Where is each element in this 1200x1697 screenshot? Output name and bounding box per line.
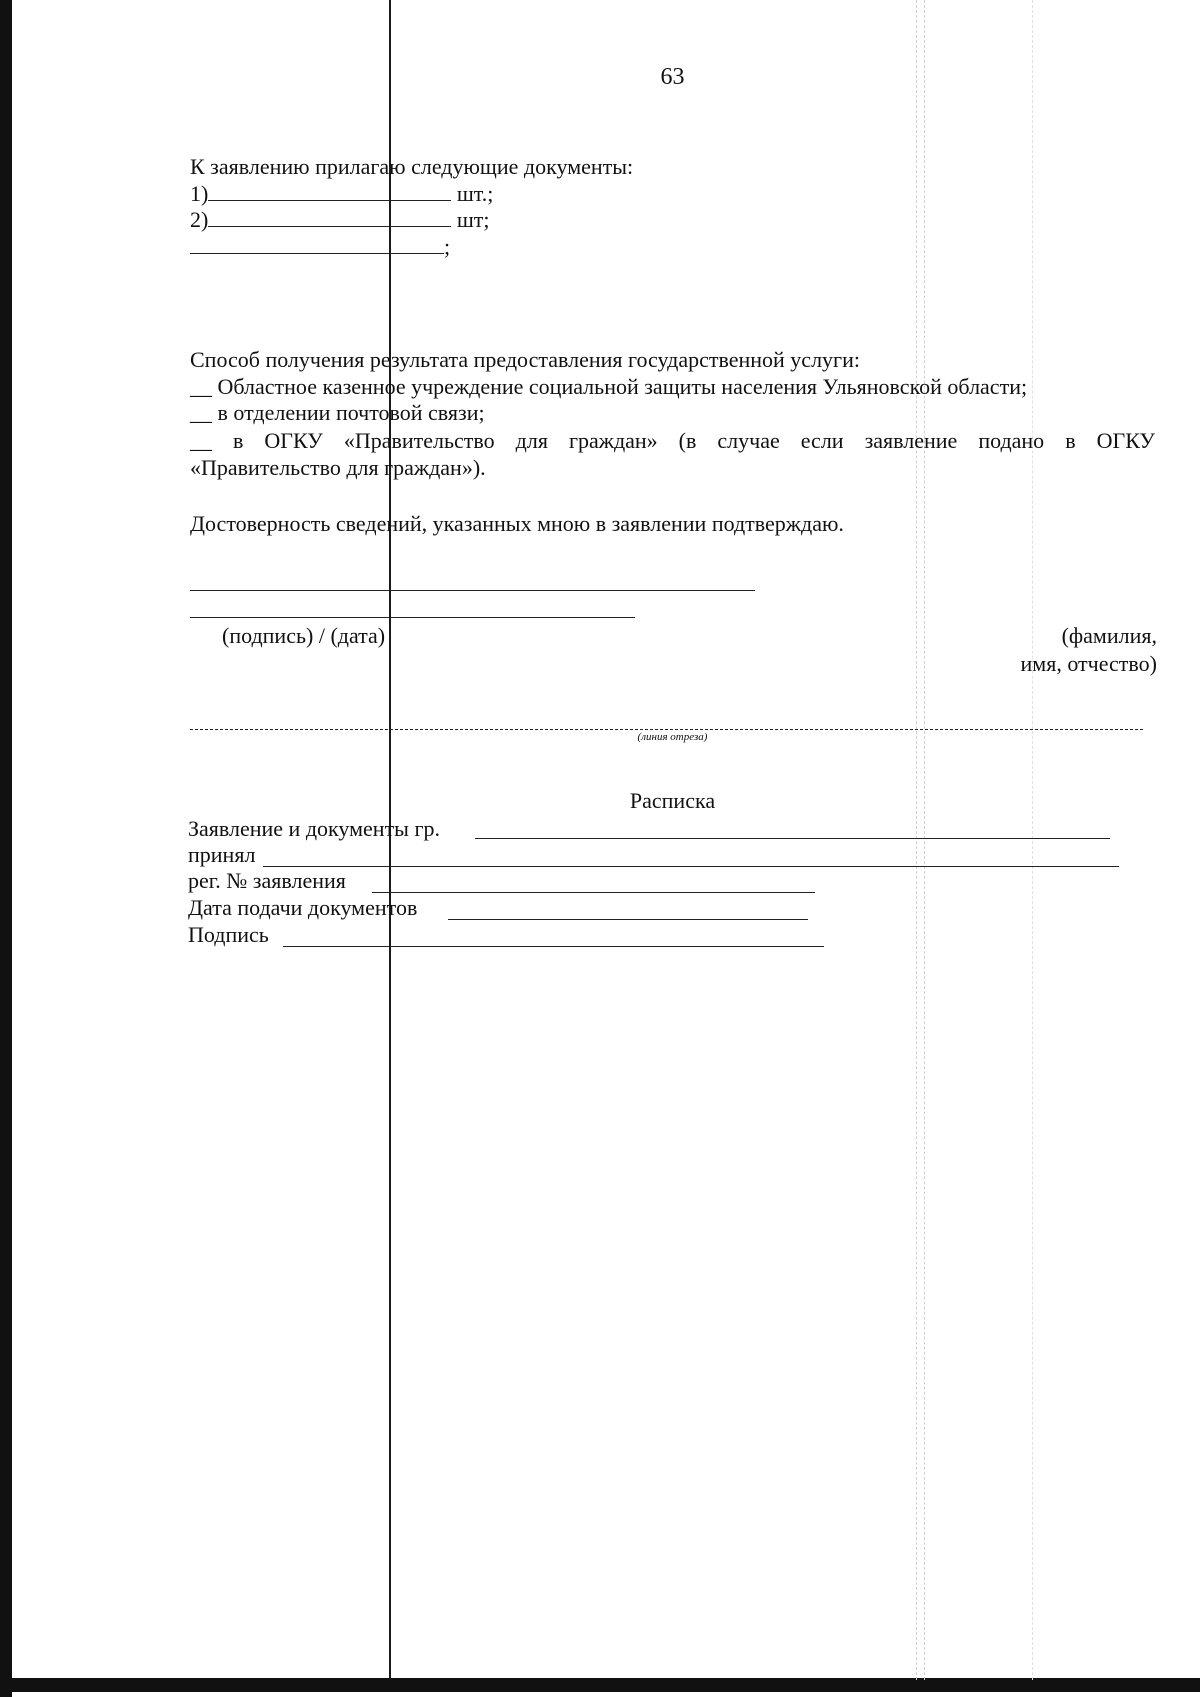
receipt-row-submission-date	[188, 895, 417, 921]
option-marker[interactable]: __	[190, 374, 212, 399]
scan-dotted-line-3	[1032, 0, 1033, 1680]
attachment-item-3	[190, 233, 450, 260]
delivery-heading: Способ получения результата предоставления государственной услуги:	[190, 347, 860, 372]
certification-text: Достоверность сведений, указанных мною в заявлении подтверждаю.	[190, 511, 844, 536]
delivery-option-1[interactable]	[190, 374, 1027, 400]
attachment-item-prefix: 2)	[190, 207, 209, 232]
receipt-signature-field[interactable]	[283, 946, 824, 947]
option-marker[interactable]: __	[190, 400, 212, 425]
receipt-title: Расписка	[629, 788, 716, 813]
receipt-row-accepted-by	[188, 842, 255, 868]
scan-dotted-line-2	[924, 0, 925, 1680]
receipt-submission-date-field[interactable]	[448, 919, 808, 920]
delivery-option-3-continuation: «Правительство для граждан»).	[190, 455, 486, 480]
option-text: Областное казенное учреждение социальной защиты населения Ульяновской области;	[217, 374, 1028, 399]
attachment-item-blank[interactable]	[208, 206, 451, 227]
receipt-row-applicant	[188, 816, 440, 842]
delivery-option-3[interactable]	[190, 428, 1155, 454]
signature-date-caption: (подпись) / (дата)	[222, 623, 386, 648]
signature-line-long[interactable]	[190, 590, 755, 591]
attachment-item-suffix: шт;	[456, 207, 490, 232]
receipt-row-reg-number	[188, 868, 346, 894]
receipt-row-label: Подпись	[188, 922, 269, 947]
scan-left-border	[0, 0, 12, 1697]
delivery-option-2[interactable]	[190, 400, 485, 426]
attachment-item-blank[interactable]	[208, 180, 451, 201]
receipt-applicant-field[interactable]	[475, 838, 1110, 839]
attachment-item-prefix: 1)	[190, 181, 209, 206]
receipt-accepted-by-field[interactable]	[263, 866, 1119, 867]
receipt-row-label: рег. № заявления	[188, 868, 346, 893]
option-marker[interactable]: __	[190, 428, 212, 453]
page-number: 63	[660, 64, 685, 90]
option-text: в ОГКУ «Правительство для граждан» (в случае если заявление подано в ОГКУ	[233, 428, 1156, 453]
receipt-row-label: принял	[188, 842, 256, 867]
attachment-item-suffix: ;	[444, 234, 451, 259]
attachment-item-blank[interactable]	[190, 233, 444, 254]
attachment-item-1	[190, 180, 493, 207]
scan-dotted-line-1	[916, 0, 917, 1680]
scan-bottom-border	[0, 1678, 1200, 1692]
attachment-item-suffix: шт.;	[456, 181, 494, 206]
cut-line	[190, 729, 1143, 730]
full-name-caption-line-2: имя, отчество)	[1020, 651, 1157, 676]
receipt-row-label: Дата подачи документов	[188, 895, 418, 920]
signature-line-short[interactable]	[190, 617, 635, 618]
full-name-caption-line-1: (фамилия,	[1061, 623, 1157, 648]
receipt-row-label: Заявление и документы гр.	[188, 816, 440, 841]
receipt-row-signature	[188, 922, 269, 948]
option-text: в отделении почтовой связи;	[217, 400, 485, 425]
attachments-heading: К заявлению прилагаю следующие документы:	[190, 154, 634, 179]
attachment-item-2	[190, 206, 490, 233]
receipt-reg-number-field[interactable]	[372, 892, 815, 893]
cut-line-label: (линия отреза)	[637, 731, 708, 743]
